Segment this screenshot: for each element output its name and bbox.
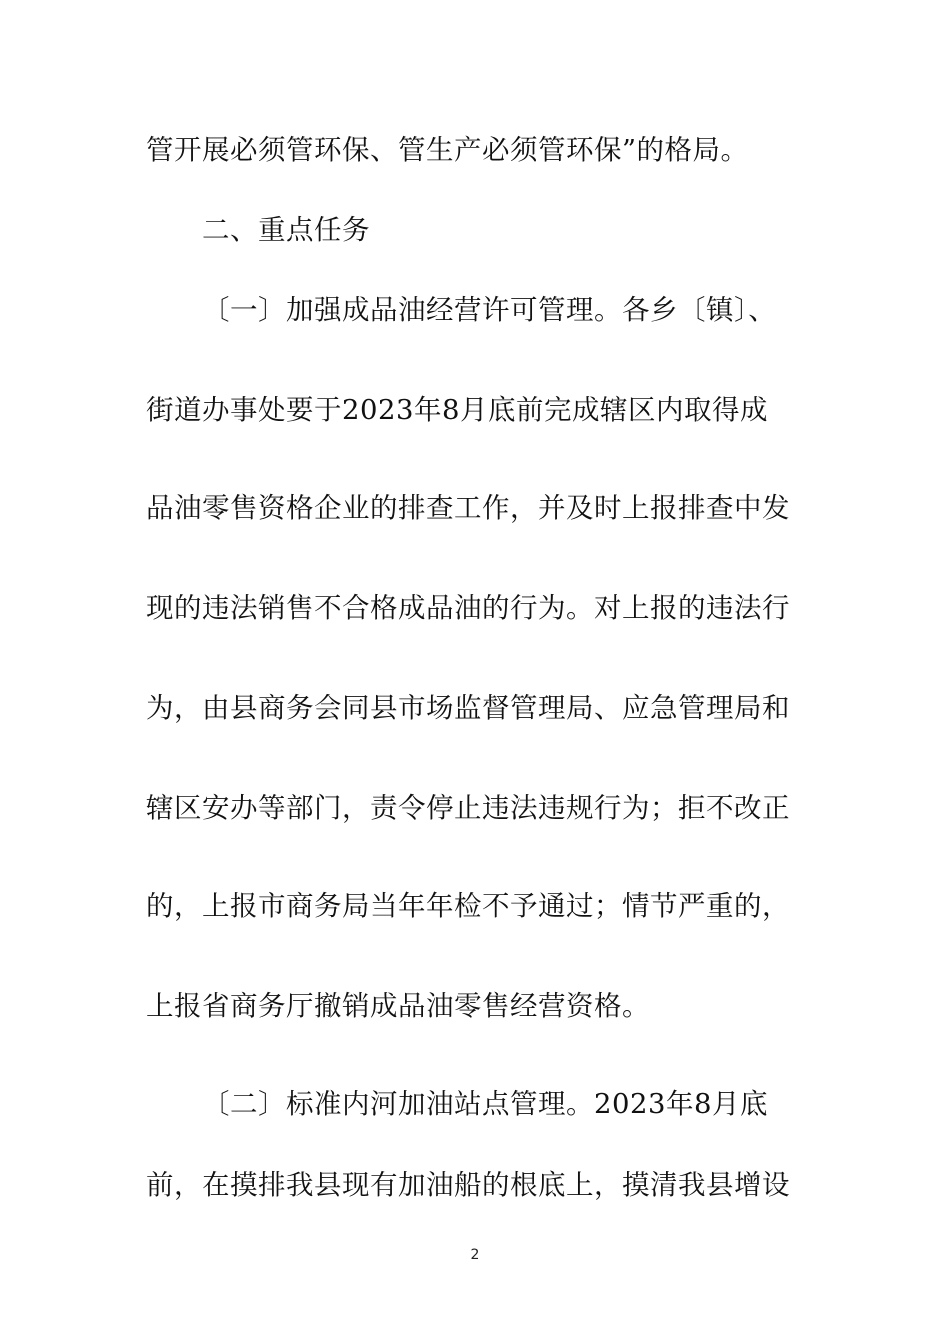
section-heading: 二、重点任务	[202, 214, 370, 246]
body-text-line: 辖区安办等部门，责令停止违法违规行为；拒不改正	[146, 792, 790, 824]
body-text-line: 的，上报市商务局当年年检不予通过；情节严重的，	[146, 890, 790, 922]
body-text-line: 管开展必须管环保、管生产必须管环保”的格局。	[146, 134, 749, 166]
page-number: 2	[470, 1247, 480, 1263]
body-text-line: 〔一〕加强成品油经营许可管理。各乡〔镇〕、	[202, 294, 777, 326]
body-text-line: 品油零售资格企业的排查工作，并及时上报排查中发	[146, 492, 790, 524]
body-text-line: 街道办事处要于2023年8月底前完成辖区内取得成	[146, 394, 768, 426]
body-text-line: 为，由县商务会同县市场监督管理局、应急管理局和	[146, 692, 790, 724]
body-text-line: 前，在摸排我县现有加油船的根底上，摸清我县增设	[146, 1169, 790, 1201]
body-text-line: 上报省商务厅撤销成品油零售经营资格。	[146, 990, 650, 1022]
body-text-line: 〔二〕标准内河加油站点管理。2023年8月底	[202, 1088, 768, 1120]
body-text-line: 现的违法销售不合格成品油的行为。对上报的违法行	[146, 592, 790, 624]
